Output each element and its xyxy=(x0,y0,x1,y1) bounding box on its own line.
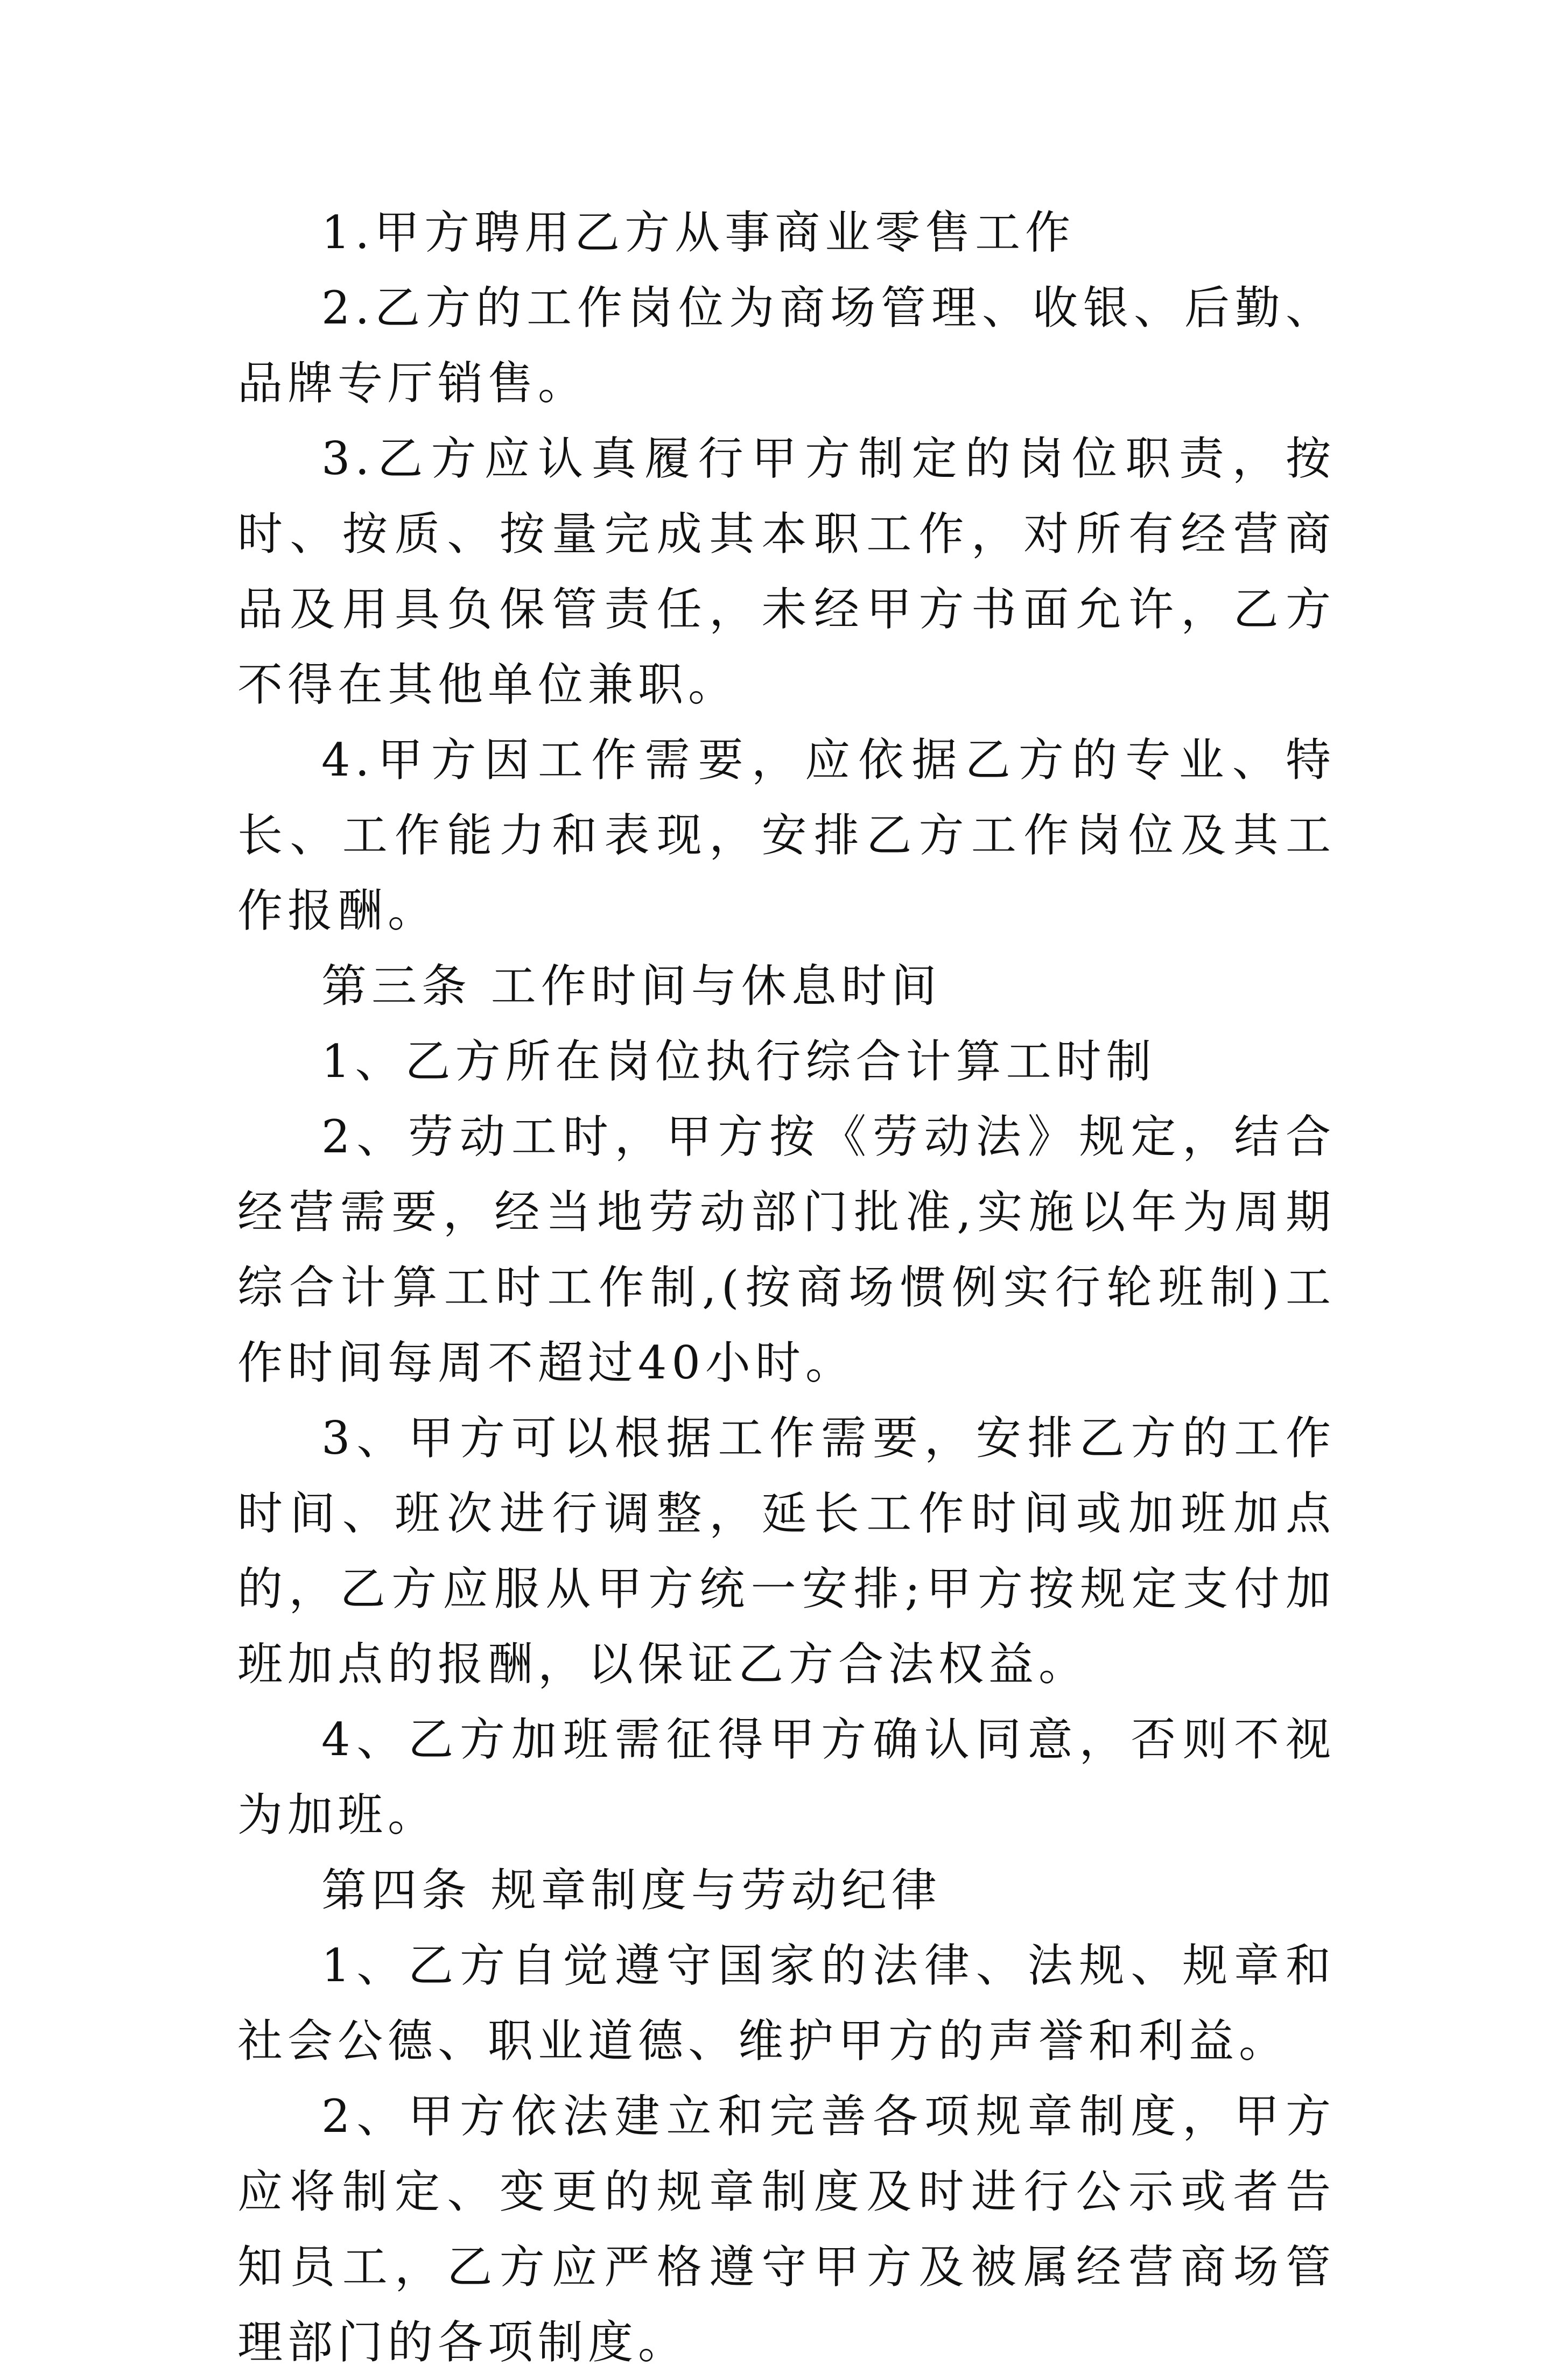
paragraph-article2-item1: 1.甲方聘用乙方从事商业零售工作 xyxy=(321,206,1076,259)
document-body xyxy=(237,195,1336,2380)
paragraph-article3-item2: 2、劳动工时，甲方按《劳动法》规定，结合经营需要，经当地劳动部门批准,实施以年为周期综合计算工时工作制,(按商场惯例实行轮班制)工作时间每周不超过40小时。 xyxy=(237,1110,1336,1389)
heading-article4: 第四条 规章制度与劳动纪律 xyxy=(321,1864,942,1917)
paragraph-article3-item4: 4、乙方加班需征得甲方确认同意，否则不视为加班。 xyxy=(237,1713,1336,1841)
paragraph-article2-item4: 4.甲方因工作需要，应依据乙方的专业、特长、工作能力和表现，安排乙方工作岗位及其工作报酬。 xyxy=(237,734,1336,937)
heading-article3: 第三条 工作时间与休息时间 xyxy=(321,960,942,1012)
paragraph-article4-item1: 1、乙方自觉遵守国家的法律、法规、规章和社会公德、职业道德、维护甲方的声誉和利益。 xyxy=(237,1939,1336,2067)
paragraph-article4-item2: 2、甲方依法建立和完善各项规章制度，甲方应将制定、变更的规章制度及时进行公示或者告知员工，乙方应严格遵守甲方及被属经营商场管理部门的各项制度。 xyxy=(237,2090,1336,2369)
paragraph-article3-item3: 3、甲方可以根据工作需要，安排乙方的工作时间、班次进行调整，延长工作时间或加班加点的，乙方应服从甲方统一安排;甲方按规定支付加班加点的报酬，以保证乙方合法权益。 xyxy=(237,1412,1336,1691)
paragraph-article2-item2: 2.乙方的工作岗位为商场管理、收银、后勤、品牌专厅销售。 xyxy=(237,281,1336,410)
paragraph-article2-item3: 3.乙方应认真履行甲方制定的岗位职责，按时、按质、按量完成其本职工作，对所有经营商品及用具负保管责任，未经甲方书面允许，乙方不得在其他单位兼职。 xyxy=(237,432,1336,711)
paragraph-article3-item1: 1、乙方所在岗位执行综合计算工时制 xyxy=(321,1035,1156,1088)
